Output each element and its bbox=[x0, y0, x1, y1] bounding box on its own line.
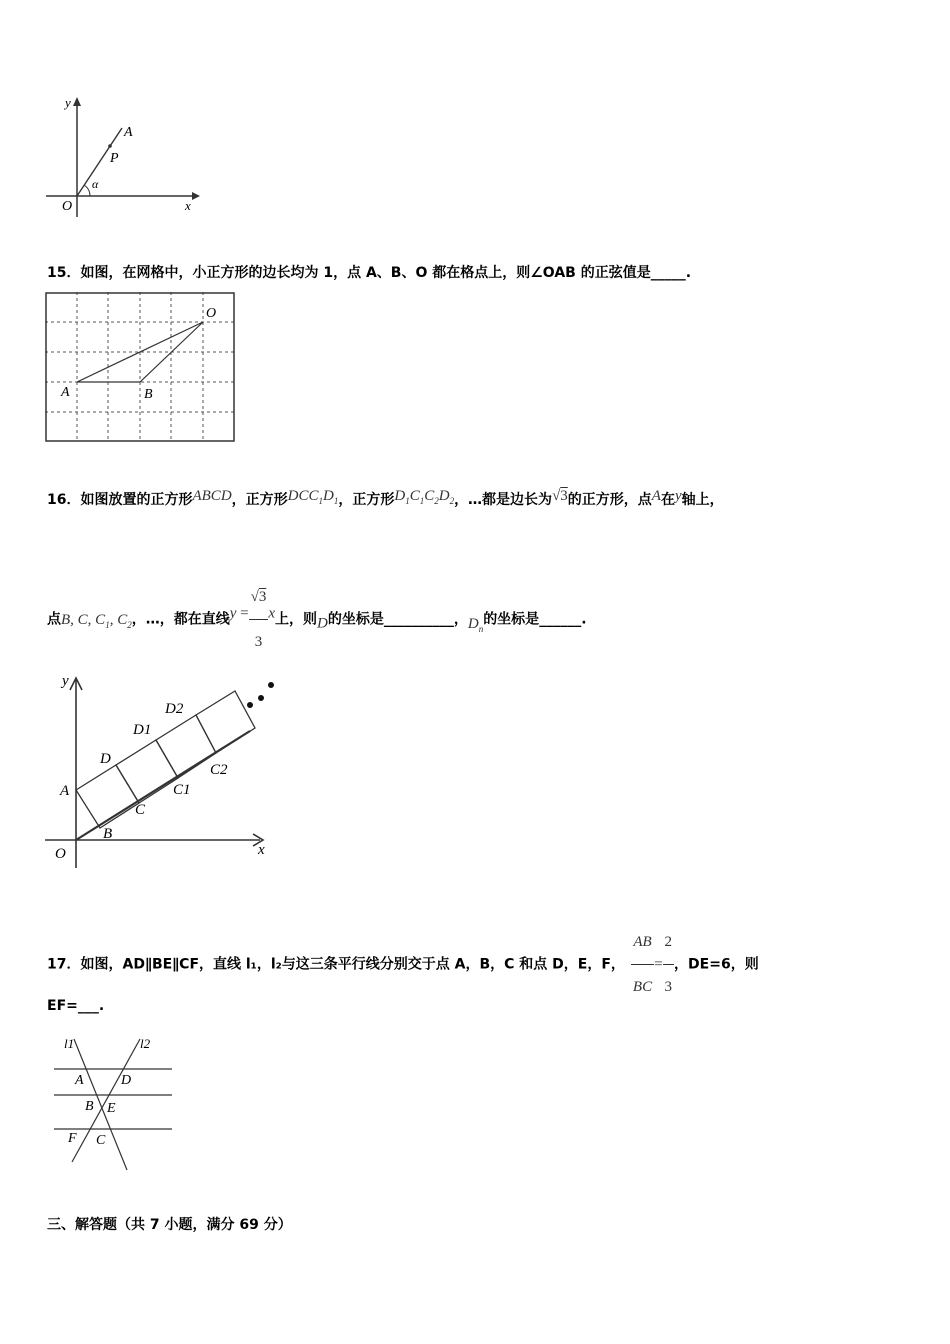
answer-blank-dn: ______ bbox=[539, 611, 582, 628]
square-d1c1c2d2 bbox=[156, 715, 216, 778]
label-o: O bbox=[206, 306, 217, 321]
label-c: C bbox=[135, 802, 146, 818]
label-y: y bbox=[62, 673, 69, 689]
label-a: A bbox=[60, 783, 70, 799]
label-alpha: α bbox=[92, 177, 99, 191]
figure-grid-oab bbox=[45, 292, 236, 443]
label-b: B bbox=[144, 387, 153, 402]
figure-parallel-lines bbox=[50, 1032, 180, 1174]
label-d2: D2 bbox=[165, 701, 184, 717]
square-next bbox=[196, 691, 255, 753]
section-3-heading: 三、解答题（共 7 小题，满分 69 分） bbox=[47, 1217, 292, 1233]
figure-angle-alpha bbox=[40, 92, 200, 227]
label-y: y bbox=[65, 95, 71, 110]
label-a: A bbox=[61, 385, 70, 400]
label-c: C bbox=[96, 1133, 106, 1148]
figure-squares-on-line bbox=[45, 668, 285, 873]
label-x: x bbox=[185, 198, 191, 213]
label-d1: D1 bbox=[133, 722, 152, 738]
line-l2 bbox=[72, 1039, 140, 1162]
label-o: O bbox=[62, 199, 73, 214]
label-d: D bbox=[100, 751, 111, 767]
question-16-line-2: 点B, C, $C_1$, $C_2$，…，都在直线y = $\frac{√3}{3}$ x上，则D的坐标是__________，$D_n$的坐标是______. bbox=[47, 575, 587, 664]
label-a: A bbox=[75, 1073, 84, 1088]
line-l1 bbox=[74, 1039, 127, 1170]
label-f: F bbox=[68, 1131, 77, 1146]
label-l1: l1 bbox=[64, 1036, 75, 1051]
label-a: A bbox=[124, 125, 133, 140]
answer-blank-d: __________ bbox=[383, 611, 454, 628]
point-p bbox=[108, 144, 112, 148]
label-e: E bbox=[107, 1101, 116, 1116]
question-15: 15．如图，在网格中，小正方形的边长均为 1，点 A、B、O 都在格点上，则∠OAB 的正弦值是_____. bbox=[47, 265, 692, 281]
label-l2: l2 bbox=[140, 1036, 151, 1051]
square-abcd bbox=[76, 765, 139, 828]
question-17: 17．如图，AD∥BE∥CF，直线 l₁，l₂与这三条平行线分别交于点 A，B，C 和点 D，E，F， $\frac{AB}{BC}$ = $\frac{2}{3}$ ，DE=6，则 bbox=[47, 920, 759, 1009]
label-c2: C2 bbox=[210, 762, 228, 778]
answer-blank: _____ bbox=[650, 265, 686, 281]
square-dcc1d1 bbox=[116, 740, 178, 803]
question-15-text: 15．如图，在网格中，小正方形的边长均为 1，点 A、B、O 都在格点上，则∠OAB 的正弦值是 bbox=[47, 265, 651, 281]
label-x: x bbox=[258, 842, 265, 858]
label-p: P bbox=[110, 151, 119, 166]
label-o: O bbox=[55, 846, 66, 862]
label-b: B bbox=[85, 1099, 94, 1114]
question-17-line-2: EF=___. bbox=[47, 998, 105, 1014]
label-b: B bbox=[103, 826, 113, 842]
label-c1: C1 bbox=[173, 782, 191, 798]
label-d: D bbox=[121, 1073, 132, 1088]
question-16: 16．如图放置的正方形ABCD，正方形$DCC_1D_1$，正方形$D_1C_1C_2D_2$，…都是边长为√3的正方形，点A在y轴上， bbox=[47, 488, 724, 508]
